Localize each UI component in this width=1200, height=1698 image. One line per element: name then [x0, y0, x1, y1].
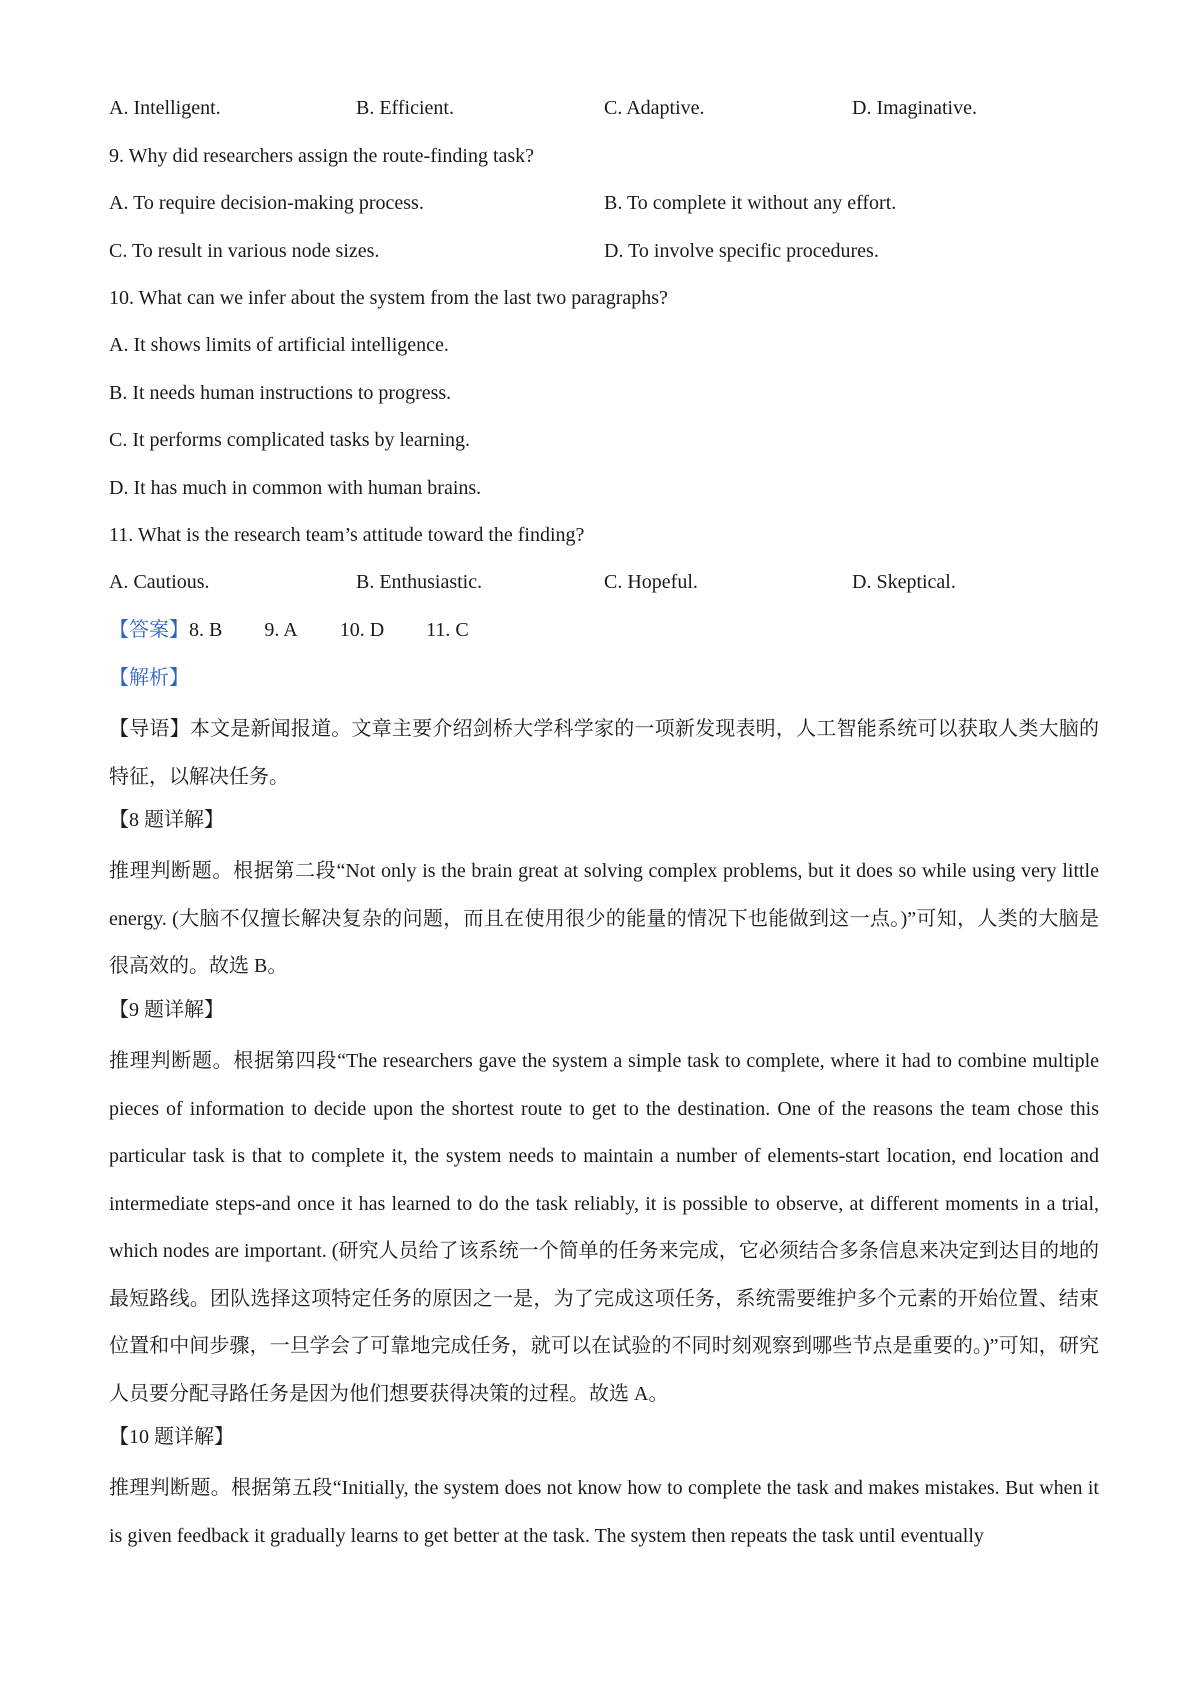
q10-stem: 10. What can we infer about the system from the last two paragraphs?	[109, 287, 668, 309]
intro-paragraph: 【导语】本文是新闻报道。文章主要介绍剑桥大学科学家的一项新发现表明，人工智能系统可以获取人类大脑的特征，以解决任务。	[109, 718, 1099, 788]
q9-option-d: D. To involve specific procedures.	[604, 240, 879, 262]
answer-item: 11. C	[426, 619, 469, 641]
q9-stem: 9. Why did researchers assign the route-finding task?	[109, 145, 535, 167]
answer-label: 【答案】	[109, 619, 189, 641]
q10-option-b: B. It needs human instructions to progress.	[109, 382, 452, 404]
analysis-label: 【解析】	[109, 667, 189, 689]
q8-option-d: D. Imaginative.	[852, 97, 977, 119]
q11-option-d: D. Skeptical.	[852, 571, 956, 593]
q10-detail-text: 推理判断题。根据第五段“Initially, the system does not know how to complete the task and makes mistakes. But when it is given feedback it gradually learns to get better at the task. The system then repeats the task until eventually	[109, 1477, 1099, 1547]
q10-option-c: C. It performs complicated tasks by learning.	[109, 429, 471, 451]
q11-stem: 11. What is the research team’s attitude toward the finding?	[109, 524, 585, 546]
q9-option-b: B. To complete it without any effort.	[604, 192, 897, 214]
q9-option-a: A. To require decision-making process.	[109, 192, 424, 214]
q8-detail-heading: 【8 题详解】	[109, 809, 224, 831]
q11-option-b: B. Enthusiastic.	[356, 571, 483, 593]
q9-option-c: C. To result in various node sizes.	[109, 240, 380, 262]
q8-option-a: A. Intelligent.	[109, 97, 221, 119]
q8-detail-text: 推理判断题。根据第二段“Not only is the brain great at solving complex problems, but it does so while using very little energy. (大脑不仅擅长解决复杂的问题，而且在使用很少的能量的情况下也能做到这一点。)”可知，人类的大脑是很高效的。故选 B。	[109, 860, 1099, 977]
q9-detail-text: 推理判断题。根据第四段“The researchers gave the system a simple task to complete, where it had to combine multiple pieces of information to decide upon the shortest route to get to the destination. One of the reasons the team chose this particular task is that to complete it, the system needs to maintain a number of elements-start location, end location and intermediate steps-and once it has learned to do the task reliably, it is possible to observe, at different moments in a trial, which nodes are important. (研究人员给了该系统一个简单的任务来完成，它必须结合多条信息来决定到达目的地的最短路线。团队选择这项特定任务的原因之一是，为了完成这项任务，系统需要维护多个元素的开始位置、结束位置和中间步骤，一旦学会了可靠地完成任务，就可以在试验的不同时刻观察到哪些节点是重要的。)”可知，研究人员要分配寻路任务是因为他们想要获得决策的过程。故选 A。	[109, 1050, 1099, 1405]
q11-option-a: A. Cautious.	[109, 571, 210, 593]
answer-item: 9. A	[264, 619, 298, 641]
q10-option-a: A. It shows limits of artificial intelligence.	[109, 334, 449, 356]
q10-option-d: D. It has much in common with human brains.	[109, 477, 482, 499]
answer-key	[109, 616, 511, 644]
q11-option-c: C. Hopeful.	[604, 571, 698, 593]
q9-detail-heading: 【9 题详解】	[109, 999, 224, 1021]
answer-item: 10. D	[339, 619, 385, 641]
answer-item: 8. B	[189, 619, 223, 641]
q8-option-c: C. Adaptive.	[604, 97, 705, 119]
q10-detail-heading: 【10 题详解】	[109, 1426, 234, 1448]
q8-option-b: B. Efficient.	[356, 97, 454, 119]
